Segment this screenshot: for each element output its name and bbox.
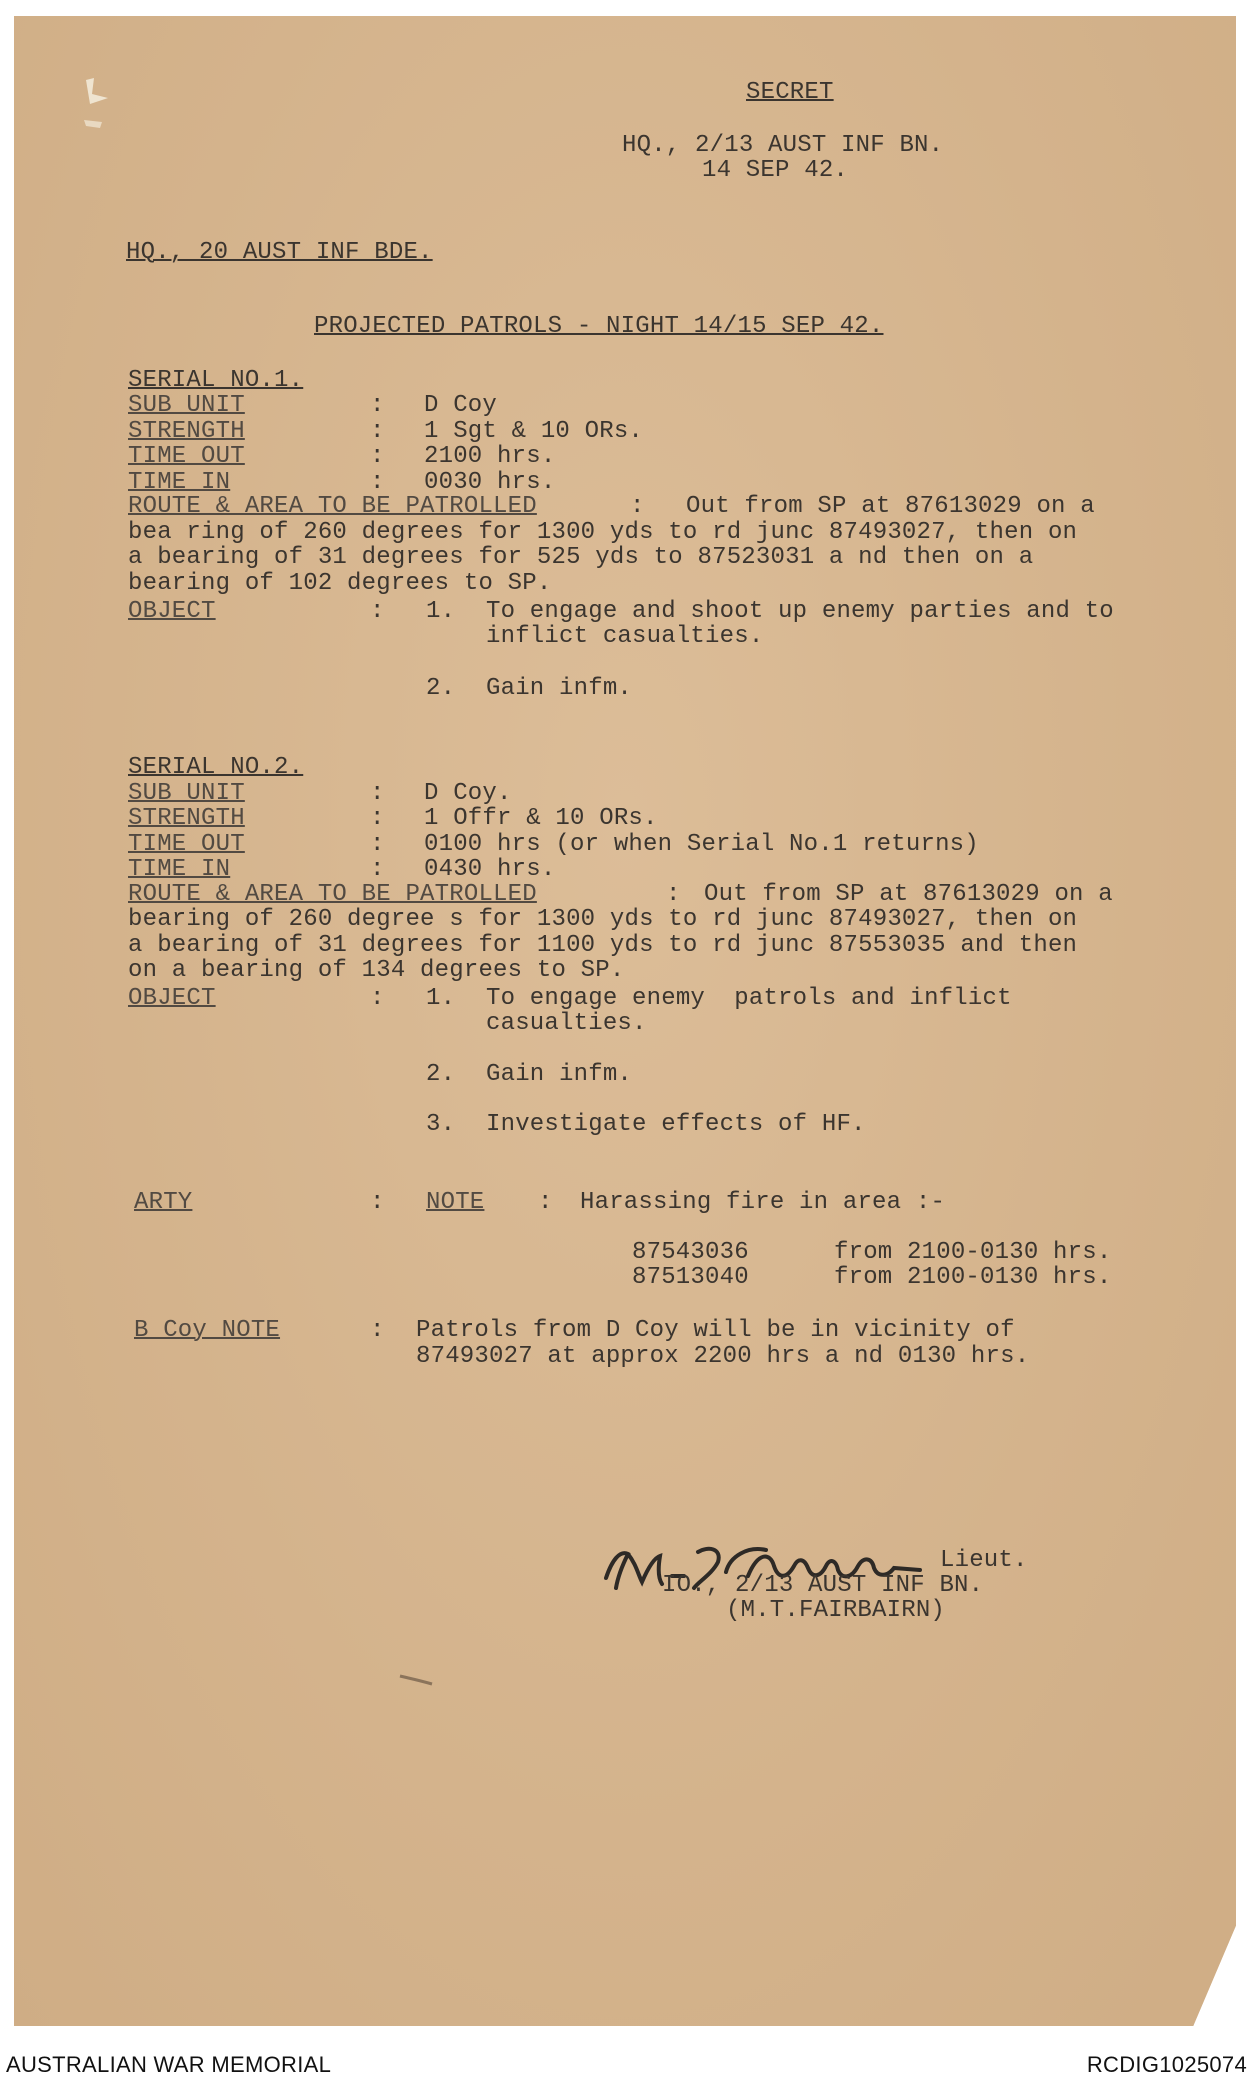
paper-mark-top-left (80, 74, 130, 144)
serial-1-strength-label: STRENGTH (128, 418, 245, 445)
b-coy-note-line-2: 87493027 at approx 2200 hrs a nd 0130 hrs. (416, 1343, 1030, 1370)
serial-1-object-1-num: 1. (426, 598, 456, 625)
serial-1-route-line-3: a bearing of 31 degrees for 525 yds to 87523031 a nd then on a (128, 544, 1034, 571)
page-title: PROJECTED PATROLS - NIGHT 14/15 SEP 42. (314, 313, 884, 340)
serial-1-object-1-line-2: inflict casualties. (486, 623, 764, 650)
b-coy-note-colon: : (370, 1317, 385, 1344)
serial-1-heading: SERIAL NO.1. (128, 367, 304, 394)
serial-1-sub-unit-label: SUB UNIT (128, 392, 245, 419)
serial-2-route-line-2: bearing of 260 degree s for 1300 yds to rd junc 87493027, then on (128, 906, 1078, 933)
arty-time-2: from 2100-0130 hrs. (834, 1264, 1112, 1291)
arty-grid-ref-1: 87543036 (632, 1239, 749, 1266)
arty-label: ARTY (134, 1189, 193, 1216)
serial-1-object-colon: : (370, 598, 385, 625)
serial-1-strength: 1 Sgt & 10 ORs. (424, 418, 644, 445)
serial-2-object-2: Gain infm. (486, 1061, 633, 1088)
document-date: 14 SEP 42. (702, 157, 849, 184)
addressee: HQ., 20 AUST INF BDE. (126, 239, 433, 266)
serial-2-route-colon: : (666, 881, 681, 908)
serial-1-sub-unit: D Coy (424, 392, 498, 419)
serial-2-object-3: Investigate effects of HF. (486, 1111, 866, 1138)
serial-2-time-out-label: TIME OUT (128, 831, 245, 858)
serial-2-object-1-num: 1. (426, 985, 456, 1012)
paper-mark-mid-left (398, 1670, 438, 1690)
serial-2-time-in-colon: : (370, 856, 385, 883)
serial-2-strength: 1 Offr & 10 ORs. (424, 805, 658, 832)
signature-appointment: IO., 2/13 AUST INF BN. (662, 1572, 984, 1599)
footer-id: RCDIG1025074 (1086, 2052, 1247, 2077)
arty-colon: : (370, 1189, 385, 1216)
arty-note-text: Harassing fire in area :- (580, 1189, 946, 1216)
serial-2-route-line-3: a bearing of 31 degrees for 1100 yds to rd junc 87553035 and then (128, 932, 1078, 959)
serial-1-time-out: 2100 hrs. (424, 443, 556, 470)
serial-2-time-in: 0430 hrs. (424, 856, 556, 883)
arty-note-colon: : (538, 1189, 553, 1216)
arty-note-label: NOTE (426, 1189, 485, 1216)
serial-2-object-3-num: 3. (426, 1111, 456, 1138)
serial-2-route-label: ROUTE & AREA TO BE PATROLLED (128, 881, 537, 908)
serial-2-sub-unit: D Coy. (424, 780, 512, 807)
serial-2-sub-unit-colon: : (370, 780, 385, 807)
serial-1-time-in: 0030 hrs. (424, 469, 556, 496)
signature-rank: Lieut. (940, 1547, 1028, 1574)
serial-2-strength-colon: : (370, 805, 385, 832)
serial-1-time-out-colon: : (370, 443, 385, 470)
arty-time-1: from 2100-0130 hrs. (834, 1239, 1112, 1266)
serial-2-object-1-line-2: casualties. (486, 1010, 647, 1037)
from-unit: HQ., 2/13 AUST INF BN. (622, 132, 944, 159)
arty-grid-ref-2: 87513040 (632, 1264, 749, 1291)
serial-1-route-label: ROUTE & AREA TO BE PATROLLED (128, 493, 537, 520)
b-coy-note-line-1: Patrols from D Coy will be in vicinity of (416, 1317, 1015, 1344)
signature-name: (M.T.FAIRBAIRN) (726, 1597, 946, 1624)
serial-2-time-out-colon: : (370, 831, 385, 858)
serial-2-object-label: OBJECT (128, 985, 216, 1012)
serial-2-heading: SERIAL NO.2. (128, 754, 304, 781)
serial-2-sub-unit-label: SUB UNIT (128, 780, 245, 807)
serial-2-time-out: 0100 hrs (or when Serial No.1 returns) (424, 831, 979, 858)
serial-1-object-1-line-1: To engage and shoot up enemy parties and to (486, 598, 1114, 625)
serial-2-object-colon: : (370, 985, 385, 1012)
serial-1-route-line-4: bearing of 102 degrees to SP. (128, 570, 552, 597)
b-coy-note-label: B Coy NOTE (134, 1317, 281, 1344)
serial-2-route-line-1: Out from SP at 87613029 on a (704, 881, 1113, 908)
serial-2-object-1-line-1: To engage enemy patrols and inflict (486, 985, 1012, 1012)
footer-source: AUSTRALIAN WAR MEMORIAL (6, 2052, 332, 2077)
serial-1-time-in-colon: : (370, 469, 385, 496)
serial-1-route-line-2: bea ring of 260 degrees for 1300 yds to rd junc 87493027, then on (128, 519, 1078, 546)
serial-2-route-line-4: on a bearing of 134 degrees to SP. (128, 957, 625, 984)
serial-2-time-in-label: TIME IN (128, 856, 231, 883)
serial-1-sub-unit-colon: : (370, 392, 385, 419)
serial-1-object-2: Gain infm. (486, 675, 633, 702)
serial-1-object-2-num: 2. (426, 675, 456, 702)
serial-1-strength-colon: : (370, 418, 385, 445)
serial-2-strength-label: STRENGTH (128, 805, 245, 832)
serial-1-route-line-1: Out from SP at 87613029 on a (686, 493, 1095, 520)
serial-1-object-label: OBJECT (128, 598, 216, 625)
serial-1-time-out-label: TIME OUT (128, 443, 245, 470)
classification: SECRET (746, 79, 834, 106)
serial-1-route-colon: : (630, 493, 645, 520)
serial-1-time-in-label: TIME IN (128, 469, 231, 496)
serial-2-object-2-num: 2. (426, 1061, 456, 1088)
